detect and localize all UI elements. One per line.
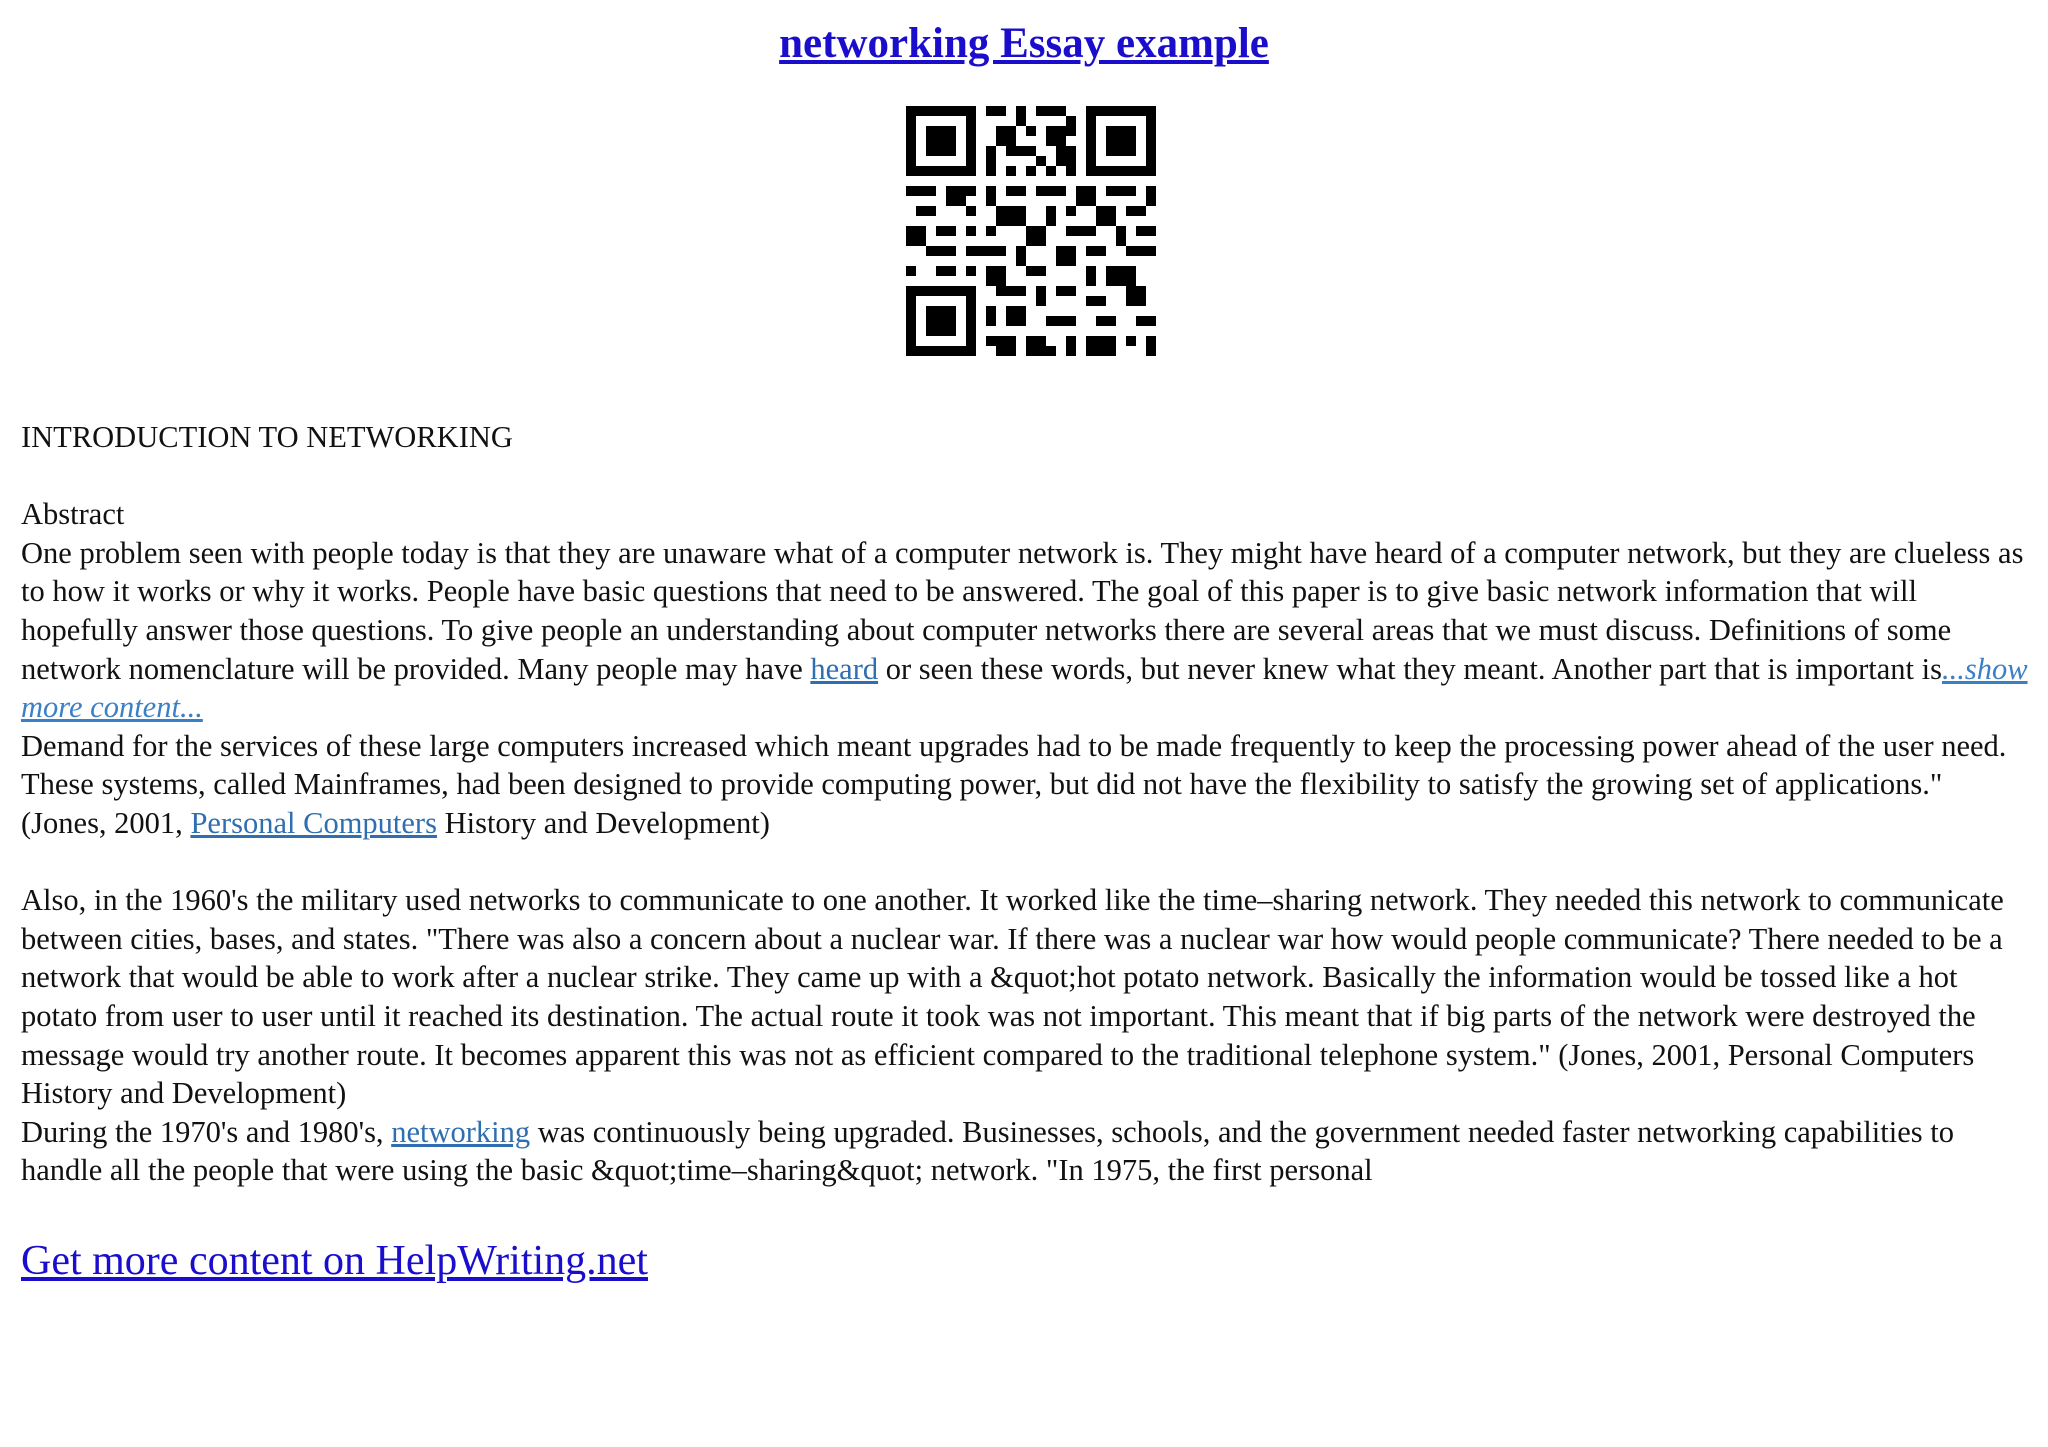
paragraph-3: Also, in the 1960's the military used networks to communicate to one another. It worked like the time–sharing network. They needed this network to communicate between cities, bases, and states. "There was also a concern about a nuclear war. If there was a nuclear war how would people communicate? There needed to be a network that would be able to work after a nuclear strike. They came up with a &quot;hot potato network. Basically the information would be tossed like a hot potato from user to user until it reached its destination. The actual route it took was not important. This meant that if big parts of the network were destroyed the message would try another route. It becomes apparent this was not as efficient compared to the traditional telephone system." (Jones, 2001, Personal Computers History and Development) [21,883,2004,1111]
qr-code [906,106,1156,356]
page-title [0,18,2048,70]
essay-content [21,418,2031,1190]
paragraph-2: Demand for the services of these large computers increased which meant upgrades had to be made frequently to keep the processing power ahead of the user need. These systems, called Mainframes, had been designed to provide computing power, but did not have the flexibility to satisfy the growing set of applications." (Jones, 2001, Personal Computers History and Development) [21,728,2007,840]
abstract-label: Abstract [21,497,125,532]
personal-computers-link[interactable]: Personal Computers [190,805,437,840]
section-heading: INTRODUCTION TO NETWORKING [21,420,513,454]
title-link[interactable]: networking Essay example [779,20,1269,67]
paragraph-1: One problem seen with people today is that they are unaware what of a computer network is. They might have heard of a computer network, but they are clueless as to how it works or why it works. People have basic questions that need to be answered. The goal of this paper is to give basic network information that will hopefully answer those questions. To give people an understanding about computer networks there are several areas that we must discuss. Definitions of some network nomenclature will be provided. Many people may have heard or seen these words, but never knew what they meant. Another part that is important is...show more content... [21,535,2028,725]
paragraph-4: During the 1970's and 1980's, networking was continuously being upgraded. Businesses, schools, and the government needed faster networking capabilities to handle all the people that were using the basic &quot;time–sharing&quot; network. "In 1975, the first personal [21,1114,1954,1188]
show-more-link[interactable]: ...show more content... [21,651,2028,725]
heard-link[interactable]: heard [810,651,879,686]
helpwriting-link[interactable]: Get more content on HelpWriting.net [21,1238,648,1284]
networking-link[interactable]: networking [391,1114,531,1149]
